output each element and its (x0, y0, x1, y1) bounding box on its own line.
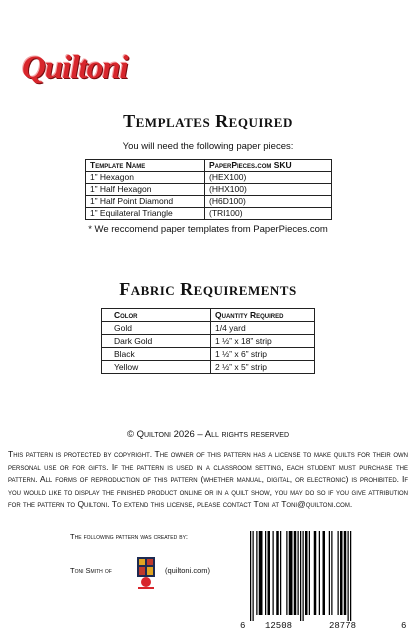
barcode-digit-last: 6 (401, 621, 407, 631)
template-name-cell: 1” Equilateral Triangle (86, 208, 205, 220)
table-header-row (86, 160, 332, 172)
quantity-cell: 1 ½” x 6” strip (211, 348, 315, 361)
sku-cell: (HHX100) (205, 184, 332, 196)
logo-wordmark: Quiltoni (22, 50, 128, 86)
table-row (86, 184, 332, 196)
sku-cell: (TRI100) (205, 208, 332, 220)
template-name-cell: 1” Half Hexagon (86, 184, 205, 196)
sku-cell: (H6D100) (205, 196, 332, 208)
table-row (102, 361, 315, 374)
templates-title: Templates Required (123, 111, 293, 131)
templates-note: * We reccomend paper templates from PaperPieces.com (88, 224, 328, 235)
table-header-row (102, 309, 315, 322)
table-row (102, 348, 315, 361)
author-name: Toni Smith of (70, 566, 112, 575)
table-row (86, 196, 332, 208)
color-cell: Black (102, 348, 211, 361)
template-name-cell: 1” Half Point Diamond (86, 196, 205, 208)
barcode-digits-left: 12508 (265, 621, 293, 631)
templates-table (85, 159, 332, 220)
column-header: Color (102, 309, 211, 322)
upc-barcode-icon (240, 531, 407, 621)
website-link[interactable]: (quiltoni.com) (165, 566, 211, 575)
color-cell: Dark Gold (102, 335, 211, 348)
quiltoni-logo (22, 46, 134, 90)
quantity-cell: 1/4 yard (211, 322, 315, 335)
fabric-table (101, 308, 315, 374)
template-name-cell: 1” Hexagon (86, 172, 205, 184)
fabric-title: Fabric Requirements (119, 279, 297, 299)
table-row (102, 335, 315, 348)
quantity-cell: 2 ½” x 5” strip (211, 361, 315, 374)
table-row (86, 172, 332, 184)
color-cell: Gold (102, 322, 211, 335)
license-text: This pattern is protected by copyright. The owner of this pattern has a license to make quilts for their own personal use or for gifts. If the pattern is used in a classroom setting, each student must purchase the pattern. All forms of reproduction of this pattern (whether manual, digital, or electronic) is prohibited. If you would like to display the finished product online or in a quilt show, you may do so if you give attribution for the pattern to Quiltoni. To extend this license, please contact Toni at Toni@quiltoni.com. (8, 449, 408, 509)
column-header: Quantity Required (211, 309, 315, 322)
color-cell: Yellow (102, 361, 211, 374)
column-header: PaperPieces.com SKU (205, 160, 332, 172)
barcode-digits-right: 28778 (329, 621, 357, 631)
quiltoni-mini-logo-icon (135, 556, 157, 590)
created-by-label: The following pattern was created by: (70, 532, 189, 541)
barcode-digit-first: 6 (240, 621, 246, 631)
table-row (86, 208, 332, 220)
copyright-line: © Quiltoni 2026 – All rights reserved (126, 429, 290, 440)
templates-intro: You will need the following paper pieces: (122, 141, 294, 152)
table-row (102, 322, 315, 335)
sku-cell: (HEX100) (205, 172, 332, 184)
column-header: Template Name (86, 160, 205, 172)
quantity-cell: 1 ½” x 18” strip (211, 335, 315, 348)
